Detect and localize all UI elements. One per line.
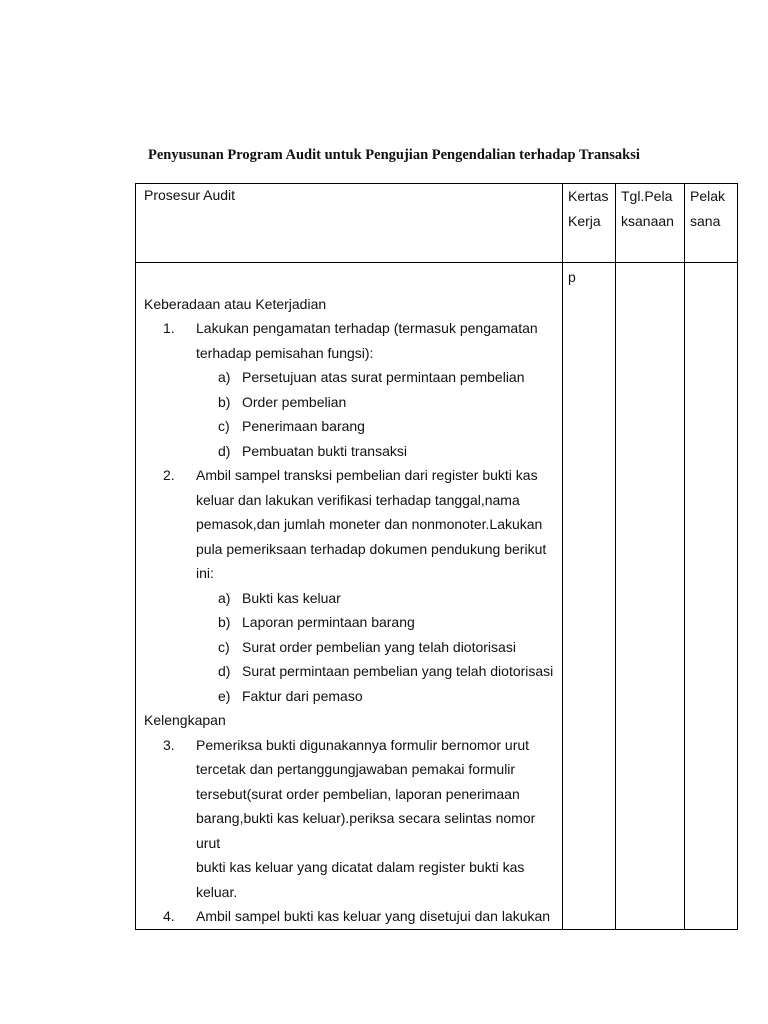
header-tgl-line-1: Tgl.Pela [621,188,673,204]
sub-label: c) [218,638,230,655]
sub-text: Penerimaan barang [242,418,365,434]
step-line: tersebut(surat order pembelian, laporan penerimaan [196,785,520,802]
header-kertas-line-1: Kertas [568,188,609,204]
page-title: Penyusunan Program Audit untuk Pengujian Pengendalian terhadap Transaksi [148,147,640,163]
step-line: barang,bukti kas keluar).periksa secara selintas nomor urut [196,810,536,851]
section-keberadaan: Keberadaan atau Keterjadian [144,295,327,312]
sub-text: Surat order pembelian yang telah diotorisasi [242,638,516,655]
sub-label: e) [218,687,231,704]
sub-text: Persetujuan atas surat permintaan pembelian [242,369,525,385]
header-pelaksana [685,184,738,263]
sub-label: d) [218,442,231,459]
kertas-kerja-mark: p [568,269,576,285]
audit-program-table [135,183,738,930]
sub-label: a) [218,369,231,385]
header-kertas-kerja [563,184,616,263]
sub-item [144,635,562,660]
pelaksana-cell [685,263,738,930]
step-2 [144,463,562,586]
step-line: pula pemeriksaan terhadap dokumen pendukung berikut [196,540,547,557]
header-pelaksana-line-2: sana [690,212,721,229]
step-3 [144,733,562,905]
sub-item [144,390,562,415]
sub-item [144,684,562,709]
step-line: terhadap pemisahan fungsi): [196,344,374,361]
step-line: ini: [196,565,214,581]
sub-item [144,586,562,611]
sub-text: Bukti kas keluar [242,589,341,606]
tgl-pelaksanaan-cell [616,263,685,930]
header-prosedur-label: Prosesur Audit [144,187,236,203]
header-tgl-pelaksanaan [616,184,685,263]
sub-item [144,414,562,439]
sub-label: d) [218,663,231,679]
sub-item [144,365,562,390]
sub-item [144,659,562,684]
step-line: keluar dan lakukan verifikasi terhadap tanggal,nama [196,491,520,508]
kertas-kerja-cell [563,263,616,930]
step-line: Lakukan pengamatan terhadap (termasuk pengamatan [196,320,538,336]
step-1 [144,316,562,365]
step-line: Ambil sampel bukti kas keluar yang disetujui dan lakukan [196,908,551,924]
step-number: 1. [163,320,175,336]
step-number: 2. [163,467,175,483]
sub-text: Surat permintaan pembelian yang telah diotorisasi [242,663,554,679]
header-tgl-line-2: ksanaan [621,212,674,229]
table-body-row [136,263,738,930]
step-number: 4. [163,908,175,924]
step-line: tercetak dan pertanggungjawaban pemakai formulir [196,761,516,777]
header-kertas-line-2: Kerja [568,212,601,229]
sub-item [144,610,562,635]
sub-text: Pembuatan bukti transaksi [242,442,407,459]
table-header-row [136,184,738,263]
sub-text: Laporan permintaan barang [242,614,415,630]
step-line: Pemeriksa bukti digunakannya formulir bernomor urut [196,736,530,753]
step-line: bukti kas keluar yang dicatat dalam register bukti kas [196,859,525,875]
header-pelaksana-line-1: Pelak [690,188,726,204]
step-line: pemasok,dan jumlah moneter dan nonmonoter.Lakukan [196,516,543,532]
sub-item [144,439,562,464]
section-kelengkapan: Kelengkapan [144,712,226,728]
step-line: keluar. [196,883,238,900]
header-prosedur-audit [136,184,563,263]
sub-label: a) [218,589,231,606]
sub-label: b) [218,393,231,410]
sub-label: b) [218,614,231,630]
step-line: Ambil sampel transksi pembelian dari register bukti kas [196,467,538,483]
sub-text: Faktur dari pemaso [242,687,363,704]
step-4 [144,904,562,929]
prosedur-cell [136,263,563,930]
sub-text: Order pembelian [242,393,347,410]
step-number: 3. [163,736,175,753]
sub-label: c) [218,418,230,434]
